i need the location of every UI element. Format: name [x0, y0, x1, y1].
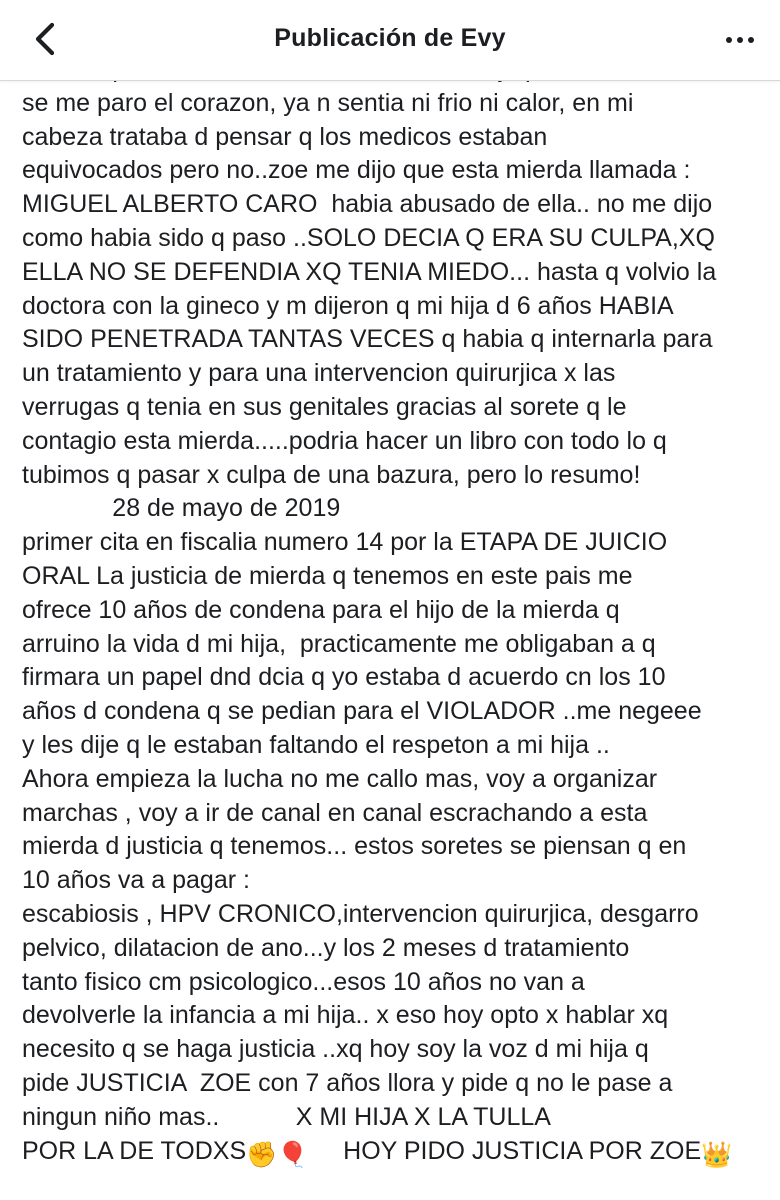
top-navigation-bar	[0, 0, 780, 81]
post-line: ofrece 10 años de condena para el hijo de la mierda q	[22, 595, 620, 624]
post-line: SIDO PENETRADA TANTAS VECES q habia q internarla para	[22, 325, 713, 354]
page-title: Publicación de Evy	[274, 24, 506, 52]
post-line: tubimos q pasar x culpa de una bazura, pero lo resumo!	[22, 460, 641, 489]
post-line: como habia sido q paso ..SOLO DECIA Q ERA SU CULPA,XQ	[22, 223, 715, 252]
post-line: contagio esta mierda.....podria hacer un libro con todo lo q	[22, 426, 667, 455]
raised-fist-emoji-icon: ✊	[246, 1140, 278, 1169]
post-line: Ahora empieza la lucha no me callo mas, voy a organizar	[22, 764, 658, 793]
post-line: escabiosis , HPV CRONICO,intervencion quirurjica, desgarro	[22, 899, 699, 928]
post-line: años d condena q se pedian para el VIOLADOR ..me negeee	[22, 697, 702, 726]
post-line: necesito q se haga justicia ..xq hoy soy la voz d mi hija q	[22, 1035, 649, 1064]
post-line: equivocados pero no..zoe me dijo que esta mierda llamada :	[22, 156, 691, 185]
post-line: verrugas q tenia en sus genitales gracias al sorete q le	[22, 392, 627, 421]
post-line: pelvico, dilatacion de ano...y los 2 meses d tratamiento	[22, 933, 630, 962]
post-line: MIGUEL ALBERTO CARO habia abusado de ella.. no me dijo	[22, 190, 713, 219]
post-line: doctora con la gineco y m dijeron q mi hija d 6 años HABIA	[22, 291, 674, 320]
post-line: marchas , voy a ir de canal en canal escrachando a esta	[22, 798, 648, 827]
post-line: devolverle la infancia a mi hija.. x eso hoy opto x hablar xq	[22, 1001, 669, 1030]
post-line: se me paro el corazon, ya n sentia ni frio ni calor, en mi	[22, 88, 634, 117]
post-line: 28 de mayo de 2019	[22, 494, 341, 523]
post-line: 10 años va a pagar :	[22, 866, 250, 895]
post-final-text-a: POR LA DE TODXS	[22, 1136, 247, 1165]
post-line: tanto fisico cm psicologico...esos 10 años no van a	[22, 967, 585, 996]
more-horizontal-icon	[724, 37, 757, 43]
post-line: ORAL La justicia de mierda q tenemos en este pais me	[22, 561, 633, 590]
post-line: ELLA NO SE DEFENDIA XQ TENIA MIEDO... hasta q volvio la	[22, 257, 717, 286]
post-final-text-b: HOY PIDO JUSTICIA POR ZOE	[308, 1136, 702, 1165]
post-line: primer cita en fiscalia numero 14 por la ETAPA DE JUICIO	[22, 528, 668, 557]
post-line: mierda d justicia q tenemos... estos soretes se piensan q en	[22, 832, 687, 861]
post-line: pide JUSTICIA ZOE con 7 años llora y pide q no le pase a	[22, 1068, 673, 1097]
post-line: cabeza trataba d pensar q los medicos estaban	[22, 122, 548, 151]
post-final-line	[22, 1135, 774, 1169]
more-options-button[interactable]	[720, 20, 760, 60]
post-line: ningun niño mas.. X MI HIJA X LA TULLA	[22, 1102, 551, 1131]
post-line: y les dije q le estaban faltando el respeton a mi hija ..	[22, 730, 610, 759]
post-line: un tratamiento y para una intervencion quirurjica x las	[22, 359, 616, 388]
balloon-emoji-icon: 🎈	[277, 1140, 309, 1169]
post-line: arruino la vida d mi hija, practicamente me obligaban a q	[22, 629, 656, 658]
post-text	[22, 53, 774, 1168]
crown-emoji-icon: 👑	[701, 1140, 733, 1169]
post-line: firmara un papel dnd dcia q yo estaba d acuerdo cn los 10	[22, 663, 666, 692]
